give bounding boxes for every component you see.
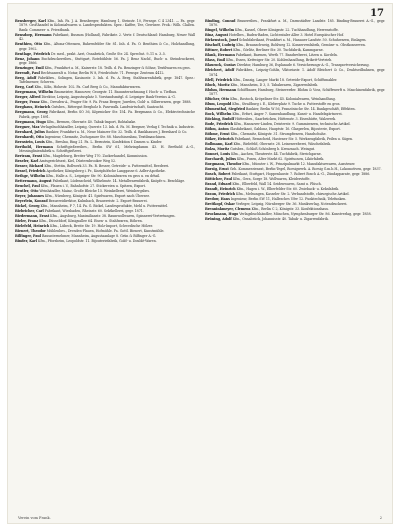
- entry-text: Direktor, Hamburg 36, Esplanade 6. Versicherungs-A.-G., Transportversicherung.: [236, 63, 370, 68]
- entry-text: Kfm., Hannover-Linden, Deisterstr. 9. Gummiwaren, technische Artikel.: [234, 122, 351, 127]
- directory-entry: [15, 239, 195, 243]
- entry-name: Breitkopf, Oskar: [205, 202, 235, 207]
- entry-text: Direktor, Leipzig, Augustusplatz 5. Vorstandsmitgl. d. Leipziger Bank-Vereins A.-G.: [41, 95, 176, 100]
- directory-entry: [205, 157, 385, 161]
- entry-name: Beyerlein, Konrad: [15, 199, 48, 204]
- entry-text: Kfm., Bremen, Obernstr. 40. Tabak-Import, Rohtabake.: [46, 119, 137, 124]
- entry-name: Bingel, Wilhelm: [205, 28, 235, 33]
- entry-name: Brüning, Adolf: [205, 217, 232, 222]
- directory-entry: [15, 164, 195, 168]
- entry-text: Kfm., Stettin, Bollwerk 33. Fa. R. Besser, Getreide- u. Futtermittel, Reederei.: [44, 164, 170, 169]
- entry-text: Verlagsbuchhändler, Leipzig, Querstr. 13. Inh. d. Fa. M. Bergner, Verlag f. Technik u. Industrie.: [40, 124, 195, 129]
- entry-name: Bock, Wilhelm: [205, 112, 232, 117]
- entry-text: Fabrikbes., Leipzig-Gohlis, Viktoriastr. 1. Adolf Bleichert & Co., Drahtseilbahnen, gegr. 1874.: [209, 68, 385, 77]
- entry-name: Bittner, Robert: [205, 48, 233, 53]
- directory-entry: [15, 71, 195, 75]
- entry-text: Kfm., Chemnitz, Königstr. 31. Strumpfwaren, Handschuhe.: [230, 132, 327, 137]
- directory-entry: [15, 110, 195, 119]
- directory-entry: [15, 174, 195, 178]
- directory-entry: [205, 19, 385, 28]
- entry-text: Kfm., Braunschweig, Bohlweg 12. Konservenfabrik, Gemüse- u. Obstkonserven.: [236, 43, 366, 48]
- entry-name: Bettermann, August: [15, 179, 52, 184]
- entry-text: Kfm., Straßburg i. E., Kleberplatz 9. Tuche u. Futterstoffe en gros.: [232, 102, 341, 107]
- directory-entry: [205, 182, 385, 186]
- entry-name: Borsig, Ernst: [205, 167, 229, 172]
- entry-name: Binz, August: [205, 33, 229, 38]
- directory-entry: [205, 107, 385, 111]
- entry-name: Blücher, Otto: [205, 97, 230, 102]
- entry-text: Kfm., Essen, Kettwiger Str. 20. Kohlenhandlung, Brikett-Vertrieb.: [226, 58, 333, 63]
- entry-name: Benzinger, Emil: [15, 66, 44, 71]
- directory-entry: [15, 125, 195, 129]
- entry-name: Bickel, Georg: [15, 204, 40, 209]
- directory-entry: [15, 199, 195, 203]
- directory-entry: [205, 112, 385, 116]
- entry-name: Beuchel, Paul: [15, 184, 40, 189]
- directory-entry: [205, 28, 385, 32]
- entry-text: Kfm., Elberfeld, Wall 14. Seidenwaren, Samt u. Plüsch.: [232, 182, 322, 187]
- entry-name: Bleichert, Adolf: [205, 68, 235, 73]
- entry-name: Böcking, Rudolf: [205, 117, 235, 122]
- entry-name: Bernhard, Julius: [15, 129, 45, 134]
- entry-text: Kfm., Augsburg, Maximilianstr. 38. Baumwollwaren, Spinnerei-Vertretungen.: [50, 214, 176, 219]
- directory-entry: [205, 68, 385, 77]
- directory-entry: [15, 189, 195, 193]
- entry-text: Kfm., Erfurt, Anger 7. Samenhandlung, Kunst- u. Handelsgärtnerei.: [232, 112, 343, 117]
- directory-entry: [205, 83, 385, 87]
- entry-text: Kfm., Görlitz, Berliner Str. 30. Tuchfabrik, Kammgarne.: [233, 48, 324, 53]
- entry-name: Brenninkmeyer, Clemens: [205, 207, 251, 212]
- directory-columns: [15, 19, 385, 511]
- left-column: [15, 19, 195, 511]
- entry-name: Brandt, Heinrich: [205, 187, 236, 192]
- directory-entry: [15, 140, 195, 144]
- entry-text: Kfm., Melsungen, Kasseler Str. 2. Verbandstoffe, chirurgische Artikel.: [236, 192, 350, 197]
- entry-text: Brauereibes., Frankfurt a. M., Darmstädter Landstr. 185. Binding-Brauerei A.-G., gegr. 1870.: [209, 19, 385, 28]
- entry-text: Gutsbes., Schloß Schönberg b. Kreuznach. Weingut.: [230, 147, 316, 152]
- directory-entry: [15, 135, 195, 139]
- page-mark: 2: [379, 516, 382, 520]
- directory-entry: [15, 159, 195, 163]
- directory-entry: [15, 179, 195, 183]
- entry-name: Bethge, Wilhelm: [15, 174, 46, 179]
- entry-text: Mühlenbes., Dresden-Plauen, Hofmühle. Fa. Gottl. Bienert, Kunstmühle.: [46, 229, 165, 234]
- entry-text: Kfm., Breslau, Ring 21. Fa. L. Bernstein, Konfektion f. Damen u. Kinder.: [45, 139, 163, 144]
- entry-name: Bilfinger, Paul: [15, 234, 41, 239]
- entry-name: Blaurock, Gustav: [205, 63, 236, 68]
- entry-name: Bentlage, Friedrich: [15, 51, 51, 56]
- directory-entry: [205, 48, 385, 52]
- directory-entry: [205, 142, 385, 146]
- directory-entry: [205, 162, 385, 166]
- entry-name: Bielefeld, Heinrich: [15, 224, 50, 229]
- entry-text: Verleger, Leipzig, Nürnberger Str. 36. Musikverlag, Notendruckerei.: [235, 202, 348, 207]
- footer-note: Verein vom Frank.: [18, 516, 51, 520]
- entry-text: Fabrikant, Lüdenscheid, Wilhelmstr. 14. Metallwarenfabrik, Knöpfe u. Beschläge.: [52, 179, 186, 184]
- entry-name: Böhm, Anton: [205, 127, 229, 132]
- entry-text: Schriftgießereibes., Berlin SW 61, Mehringdamm 43. H. Berthold A.-G., Messinglinienfabrik u. Schriftgießerei.: [19, 144, 195, 154]
- entry-text: Fabrikant, Bussum (Holland), Fabrikstr. 2. Vertr. f. Deutschland: Hamburg, Neuer Wall 42.: [19, 32, 195, 42]
- directory-entry: [15, 95, 195, 99]
- directory-entry: [205, 88, 385, 97]
- directory-entry: [15, 66, 195, 70]
- directory-entry: [205, 38, 385, 42]
- directory-entry: [205, 167, 385, 171]
- entry-text: Kfm., Plauen i. V., Bahnhofstr. 27. Stickereien u. Spitzen, Export.: [40, 184, 146, 189]
- entry-name: Birkenstock, Josef: [205, 38, 238, 43]
- entry-text: Glasfabrikant, Gablonz, Hauptstr. 16. Glasperlen, Bijouterie, Export.: [229, 127, 341, 132]
- entry-name: Blass, Emil: [205, 58, 226, 63]
- directory-entry: [205, 132, 385, 136]
- entry-name: Biedermann, Ernst: [15, 214, 50, 219]
- entry-text: Ingenieur, Chemnitz, Zschopauer Str. 88. Maschinenbau, Textilmaschinen.: [44, 134, 167, 139]
- entry-text: Bankier, Berlin W 56, Französische Str. 14. Bankgeschäft, Effekten.: [245, 107, 356, 112]
- entry-text: Amtsgerichtsrat, Kiel, Düsternbrooker Weg 52.: [39, 159, 116, 164]
- entry-text: Kfm., Mannheim, P 7, 14. Fa. G. Bickel, Landesprodukte, Mehl u. Futtermittel.: [40, 204, 168, 209]
- directory-entry: [205, 78, 385, 82]
- directory-entry: [15, 42, 195, 51]
- entry-name: Blank, Hermann: [205, 53, 235, 58]
- entry-name: Berger, Alfred: [15, 95, 41, 100]
- entry-name: Berthold, Hermann: [15, 144, 53, 149]
- entry-text: Kfm., Hagen i. W., Elberfelder Str. 60. Zwieback- u. Keksfabrik.: [236, 187, 340, 192]
- directory-entry: [15, 194, 195, 198]
- directory-entry: [15, 234, 195, 238]
- entry-name: Borchardt, Julius: [205, 157, 236, 162]
- directory-entry: [15, 229, 195, 233]
- directory-entry: [15, 219, 195, 223]
- entry-name: Beutler, Otto: [15, 189, 39, 194]
- entry-name: Braun, Friedrich: [205, 192, 236, 197]
- directory-entry: [15, 76, 195, 85]
- directory-entry: [205, 187, 385, 191]
- directory-entry: [205, 147, 385, 151]
- directory-entry: [205, 202, 385, 206]
- entry-name: Bischoff, Ludwig: [205, 43, 236, 48]
- entry-text: Brauereidirektor, Kulmbach, Brauereistr. 2. Export-Brauerei.: [48, 199, 148, 204]
- directory-entry: [205, 97, 385, 101]
- entry-text: Geh. Kommerzienrat, Berlin-Tegel, Borsigwerk. A. Borsig G.m.b.H., Lokomotiven, gegr. 1837.: [229, 167, 382, 172]
- entry-name: Benz, Johann: [15, 56, 40, 61]
- entry-text: Kfm., Danzig, Langer Markt 18. Getreide-Export, Schiffsmakler.: [233, 77, 338, 82]
- entry-name: Bessel, Friedrich: [15, 169, 46, 174]
- entry-text: Kfm., Osnabrück, Johannisstr. 40. Tabak- u. Zigarrenfabrik.: [232, 217, 329, 222]
- directory-entry: [205, 177, 385, 181]
- entry-name: Bergmann, Georg: [15, 110, 48, 115]
- entry-text: Buchdruckereibes., Stuttgart, Rotebühlstr. 56. Fa. J. Benz Nachf., Buch- u. Steindruckerei, gegr. 1866.: [19, 56, 195, 66]
- entry-name: Bieler, Franz: [15, 219, 39, 224]
- directory-entry: [205, 212, 385, 216]
- entry-name: Bruckmann, Hugo: [205, 212, 239, 217]
- directory-entry: [205, 197, 385, 201]
- entry-name: Blumenthal, Siegfried: [205, 107, 245, 112]
- entry-name: Bredow, Hans: [205, 197, 230, 202]
- directory-entry: [205, 217, 385, 221]
- entry-text: Fabrikant, Remscheid, Hastener Str. 5. Werkzeugfabrik, Feilen u. Sägen.: [234, 137, 353, 142]
- directory-entry: [15, 100, 195, 104]
- page-number: 17: [370, 8, 384, 19]
- directory-entry: [205, 58, 385, 62]
- directory-entry: [15, 90, 195, 94]
- directory-entry: [15, 184, 195, 188]
- entry-name: Böhme, Ernst: [205, 132, 230, 137]
- directory-entry: [15, 154, 195, 158]
- directory-entry: [15, 52, 195, 56]
- directory-entry: [205, 152, 385, 156]
- entry-name: Borgmann, Theodor: [205, 162, 242, 167]
- entry-name: Berendt, Paul: [15, 71, 40, 76]
- entry-text: Fabrikant, Wiesbaden, Rheinstr. 60. Sektkellerei, gegr. 1871.: [44, 209, 144, 214]
- entry-text: Fabrikant, Stuttgart, Hoppenlaustr. 7. Robert Bosch A.-G., Zündapparate, gegr. 1886.: [231, 172, 371, 177]
- entry-text: Kfm., Halle a. S., Leipziger Str. 90. Kolonialwaren en gros u. en détail.: [46, 174, 161, 179]
- entry-name: Bergemann, Wilhelm: [15, 90, 54, 95]
- entry-name: Bensberger, Karl: [15, 19, 47, 23]
- entry-text: Kfm., Münster i. W., Prinzipalmarkt 12. Manufakturwaren, Aussteuer.: [242, 162, 356, 167]
- entry-text: Kfm., Pforzheim, Leopoldstr. 11. Bijouteriefabrik, Gold- u. Doublé-Waren.: [38, 239, 157, 244]
- directory-entry: [15, 145, 195, 154]
- entry-text: Kfm., Mannheim, D 3, 5. Tabakwaren, Zigarrenfabrik.: [230, 82, 319, 87]
- entry-name: Benthien, Otto: [15, 42, 43, 47]
- right-column: [205, 19, 385, 511]
- entry-text: Ingenieur, Berlin SW 11, Hallesches Ufer 12. Funktechnik, Telefunken.: [230, 197, 347, 202]
- entry-text: Dr. med., prakt. Arzt, Osnabrück, Große Str. 24. Sprechst. 9–11 u. 3–5.: [51, 51, 166, 56]
- directory-entry: [15, 130, 195, 134]
- directory-entry: [15, 105, 195, 109]
- entry-text: Kfm., Frankfurt a. M., Kaiserstr. 18. Teilh. d. Fa. Benzinger & Söhne, Textilwaren en gros.: [44, 66, 191, 71]
- entry-name: Bernhardt, Otto: [15, 134, 44, 139]
- entry-name: Brand, Eduard: [205, 182, 232, 187]
- entry-name: Blum, Leopold: [205, 102, 232, 107]
- entry-text: Kfm., Nürnberg, Königstr. 41. Spielwaren, Export nach Übersee.: [44, 194, 151, 199]
- directory-entry: [205, 207, 385, 211]
- entry-text: Fabrikant, Berlin SO 36, Köpenicker Str. 154. Fa. Bergmann & Co., Elektrotechnische Fabrik, gegr. 1891.: [19, 110, 195, 119]
- entry-name: Berger, Franz: [15, 100, 40, 105]
- entry-name: Bolza, Moritz: [205, 147, 230, 152]
- document-page: [7, 3, 393, 524]
- entry-text: Kfm., Dresden-A., Prager Str. 9. Fa. Franz Berger, Juwelen, Gold- u. Silberwaren, gegr. 1888.: [40, 100, 192, 105]
- entry-name: Besser, Richard: [15, 164, 44, 169]
- directory-entry: [205, 63, 385, 67]
- entry-text: Kfm., Posen, Alter Markt 62. Spirituosen, Likörfabrik.: [237, 157, 325, 162]
- entry-text: Kfm., Magdeburg, Breiter Weg 170. Zuckerhandel, Kommission.: [43, 154, 148, 159]
- entry-text: Apotheker, Königsberg i. Pr., Kneiphöfsche Langgasse 6. Adler-Apotheke.: [46, 169, 166, 174]
- entry-text: Hotelbes., Baden-Baden, Lichtentaler Allee 3. Hotel Europäischer Hof.: [229, 33, 344, 38]
- entry-text: Kfm., Lübeck, Breite Str. 19. Holz-Import, Schwedische Hölzer.: [50, 224, 153, 229]
- entry-name: Beseler, Karl: [15, 159, 39, 164]
- entry-name: Blell, Friedrich: [205, 77, 233, 82]
- directory-entry: [15, 214, 195, 218]
- directory-entry: [205, 137, 385, 141]
- directory-entry: [15, 33, 195, 42]
- directory-entry: [205, 127, 385, 131]
- entry-name: Berg, Adolf: [15, 76, 37, 81]
- entry-name: Bergmann, Hugo: [15, 119, 46, 124]
- entry-name: Binder, Karl: [15, 239, 38, 244]
- entry-text: Kfm., Berlin C 2, Königstr. 33. Konfektionshaus.: [251, 207, 330, 212]
- entry-text: Weinhändler, Mainz, Große Bleiche 15. Weinkellerei, Weinbergsbes.: [39, 189, 150, 194]
- entry-text: Fabrikbes., Solingen, Kasinostr. 3. Inh. d. Fa. A. Berg, Stahlwarenfabrik, gegr. 1847. Spez.: Tafelmesser, Scheren.: [19, 76, 195, 85]
- directory-entry: [15, 224, 195, 228]
- entry-text: Kfm., Köln, Hohestr. 102. Fa. Carl Berg & Co., Manufakturwaren.: [34, 85, 141, 90]
- directory-entry: [15, 169, 195, 173]
- directory-entry: [205, 53, 385, 57]
- entry-text: Gutsbes., Rittergut Bergholz b. Pasewalk. Landwirtschaft, Saatzucht.: [51, 105, 164, 110]
- directory-entry: [205, 192, 385, 196]
- directory-entry: [15, 209, 195, 213]
- directory-entry: [15, 57, 195, 66]
- entry-name: Beyer, Johannes: [15, 194, 44, 199]
- entry-name: Berg, Carl: [15, 85, 34, 90]
- entry-text: Kfm., Bielefeld, Obernstr. 28. Leinenweberei, Wäschefabrik.: [233, 142, 332, 147]
- entry-name: Bötticher, Paul: [205, 177, 233, 182]
- directory-entry: [15, 85, 195, 89]
- entry-text: Kfm., Aachen, Theaterstr. 44. Tuchfabrik, Streichgarne.: [231, 152, 322, 157]
- entry-name: Bonnet, Louis: [205, 152, 231, 157]
- directory-entry: [205, 172, 385, 176]
- entry-name: Bloch, Moritz: [205, 82, 230, 87]
- entry-name: Bergner, Max: [15, 124, 40, 129]
- entry-text: Kfm., Rostock, Kröpeliner Str. 45. Kolonialwaren, Weinhandlung.: [230, 97, 336, 102]
- entry-name: Binding, Conrad: [205, 19, 236, 23]
- directory-entry: [205, 122, 385, 126]
- entry-text: Rechtsanwalt u. Notar, Berlin W 8, Friedrichstr. 71. Fernspr. Zentrum 4412.: [40, 71, 165, 76]
- directory-entry: [15, 204, 195, 208]
- entry-name: Blohm, Hermann: [205, 87, 237, 92]
- entry-name: Berghaus, Heinrich: [15, 105, 51, 110]
- entry-text: Verlagsbuchhändler, München, Nymphenburger Str. 86. Kunstverlag, gegr. 1858.: [239, 212, 372, 217]
- entry-text: Kfm., Gera, Sorge 18. Wollwaren, Kleiderstoffe.: [233, 177, 311, 182]
- directory-entry: [15, 120, 195, 124]
- entry-name: Bode, Friedrich: [205, 122, 234, 127]
- entry-text: Fabrikant, Barmen, Werth 77. Bandweberei, Litzen u. Kordeln.: [235, 53, 338, 58]
- entry-text: Baumeister, Hannover, Georgstr. 11. Bauunternehmung f. Hoch- u. Tiefbau.: [54, 90, 178, 95]
- directory-entry: [205, 102, 385, 106]
- entry-name: Bienert, Theodor: [15, 229, 46, 234]
- directory-entry: [15, 19, 195, 32]
- entry-text: Kfm., Altona-Ottensen, Bahrenfelder Str. 81. Inh. d. Fa. O. Benthien & Co., Holzhandlung, gegr. 1902.: [19, 42, 195, 51]
- entry-text: Kfm., Kassel, Obere Königsstr. 22. Tuchhandlung, Herrenstoffe.: [235, 28, 339, 33]
- entry-text: Bankier, Frankfurt a. M., Neue Mainzer Str. 32. Teilh. d. Bankhauses J. Bernhard & Co.: [45, 129, 188, 134]
- entry-name: Bollmann, Karl: [205, 142, 233, 147]
- entry-name: Bensdorp, Hermann: [15, 32, 52, 37]
- entry-name: Bertram, Ernst: [15, 154, 43, 159]
- entry-text: Kfm., Inh. Fa. J. A. Bensberger, Hamburg 1, Steinstr. 10, Fernspr. C 4 2341. — Fa. gegr. 1879. Großhandel in Kolonialwaren u. Landesprodukten. Spez.: Kaffee, Tee, Gewürze. Prok.: Wilh. Claßen. Bank: Commerz- u. Privatbank.: [19, 19, 195, 32]
- entry-name: Böker, Heinrich: [205, 137, 234, 142]
- entry-text: Kfm., Düsseldorf, Königsallee 64. Eisen- u. Stahlwaren, Röhren.: [39, 219, 143, 224]
- entry-text: Schiffbauer, Hamburg, Steinwerder. Blohm & Voss, Schiffswerft u. Maschinenfabrik, gegr. 1877.: [209, 87, 385, 97]
- entry-text: Hüttenbes., Saarbrücken, Hüttenstr. 3. Eisenhütte, Walzwerk.: [235, 117, 336, 122]
- entry-text: Schuhfabrikant, Frankfurt a. M., Hanauer Landstr. 50. Schuhwaren, Einlagen.: [238, 38, 367, 43]
- directory-entry: [205, 117, 385, 121]
- directory-entry: [205, 33, 385, 37]
- entry-name: Bosch, Robert: [205, 172, 231, 177]
- entry-text: Bauunternehmer, Mannheim, Augustaanlage 8. Grün & Bilfinger A.-G.: [41, 234, 157, 239]
- entry-name: Biebricher, Carl: [15, 209, 44, 214]
- entry-name: Bernstein, Louis: [15, 139, 45, 144]
- directory-entry: [205, 43, 385, 47]
